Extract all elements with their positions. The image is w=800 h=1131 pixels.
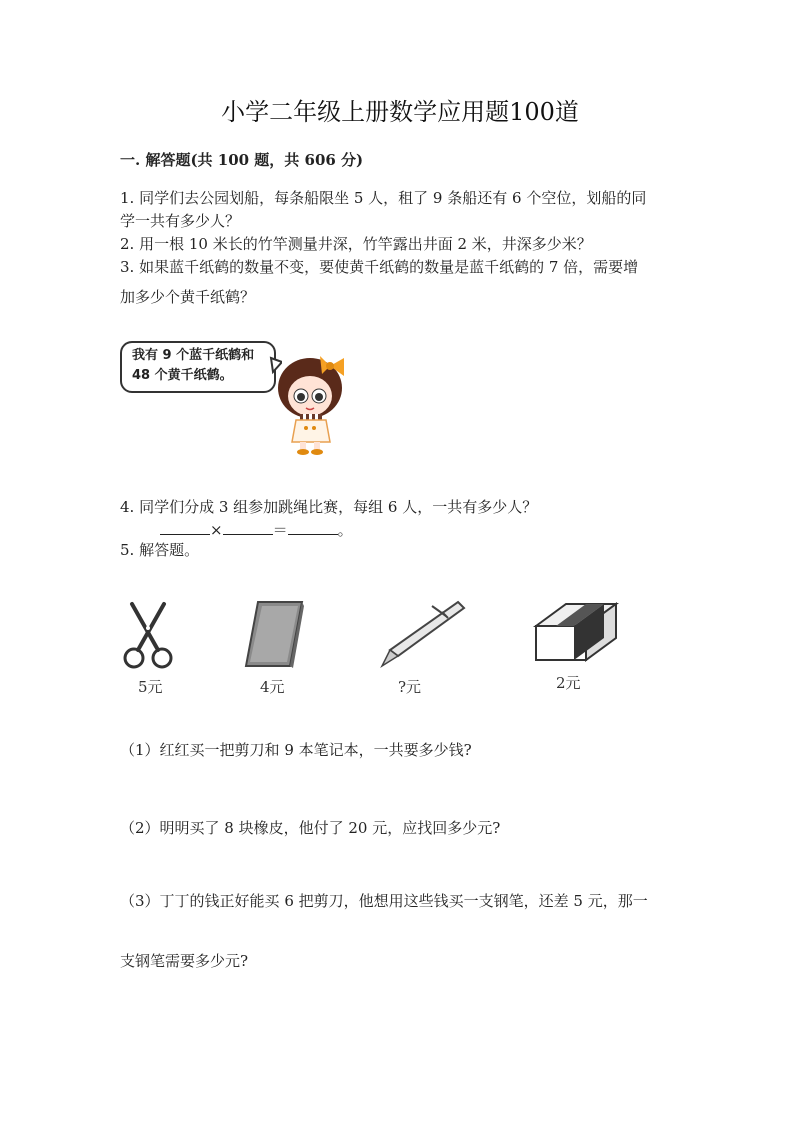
question-4: 4. 同学们分成 3 组参加跳绳比赛，每组 6 人，一共有多少人？ bbox=[120, 498, 538, 516]
speech-bubble-line-2: 48 个黄千纸鹤。 bbox=[132, 368, 233, 383]
subquestion-1: （1）红红买一把剪刀和 9 本笔记本，一共要多少钱? bbox=[120, 741, 472, 759]
notebook-icon bbox=[238, 598, 308, 672]
scissors-icon bbox=[118, 600, 178, 672]
section-heading: 一. 解答题(共 100 题，共 606 分) bbox=[120, 151, 364, 169]
question-1-line-2: 学一共有多少人？ bbox=[120, 212, 241, 230]
question-4-equation bbox=[160, 520, 353, 540]
page-title: 小学二年级上册数学应用题100道 bbox=[221, 98, 579, 126]
question-2: 2. 用一根 10 米长的竹竿测量井深，竹竿露出井面 2 米，井深多少米？ bbox=[120, 235, 592, 253]
question-3-line-1: 3. 如果蓝千纸鹤的数量不变，要使黄千纸鹤的数量是蓝千纸鹤的 7 倍，需要增 bbox=[120, 258, 639, 276]
times-sign: × bbox=[210, 521, 223, 539]
notebook-price: 4元 bbox=[260, 678, 285, 696]
scissors-price: 5元 bbox=[138, 678, 163, 696]
subquestion-2: （2）明明买了 8 块橡皮，他付了 20 元，应找回多少元? bbox=[120, 819, 501, 837]
equals-sign: ＝ bbox=[272, 521, 288, 539]
subquestion-3-line-1: （3）丁丁的钱正好能买 6 把剪刀，他想用这些钱买一支钢笔，还差 5 元，那一 bbox=[120, 892, 648, 910]
subquestion-3-line-2: 支钢笔需要多少元? bbox=[120, 952, 249, 970]
eraser-price: 2元 bbox=[556, 674, 581, 692]
girl-cartoon-icon bbox=[270, 348, 360, 456]
period-mark: 。 bbox=[337, 521, 353, 539]
answer-blank-2[interactable] bbox=[223, 520, 273, 535]
answer-blank-1[interactable] bbox=[160, 520, 210, 535]
question-3-line-2: 加多少个黄千纸鹤？ bbox=[120, 288, 256, 306]
pen-price: ?元 bbox=[398, 678, 422, 696]
question-1-line-1: 1. 同学们去公园划船，每条船限坐 5 人，租了 9 条船还有 6 个空位，划船的同 bbox=[120, 189, 647, 207]
pen-icon bbox=[372, 598, 468, 670]
speech-bubble-line-1: 我有 9 个蓝千纸鹤和 bbox=[132, 348, 255, 363]
answer-blank-3[interactable] bbox=[288, 520, 338, 535]
speech-bubble bbox=[120, 341, 276, 393]
question-5: 5. 解答题。 bbox=[120, 541, 200, 559]
eraser-icon bbox=[532, 598, 622, 668]
